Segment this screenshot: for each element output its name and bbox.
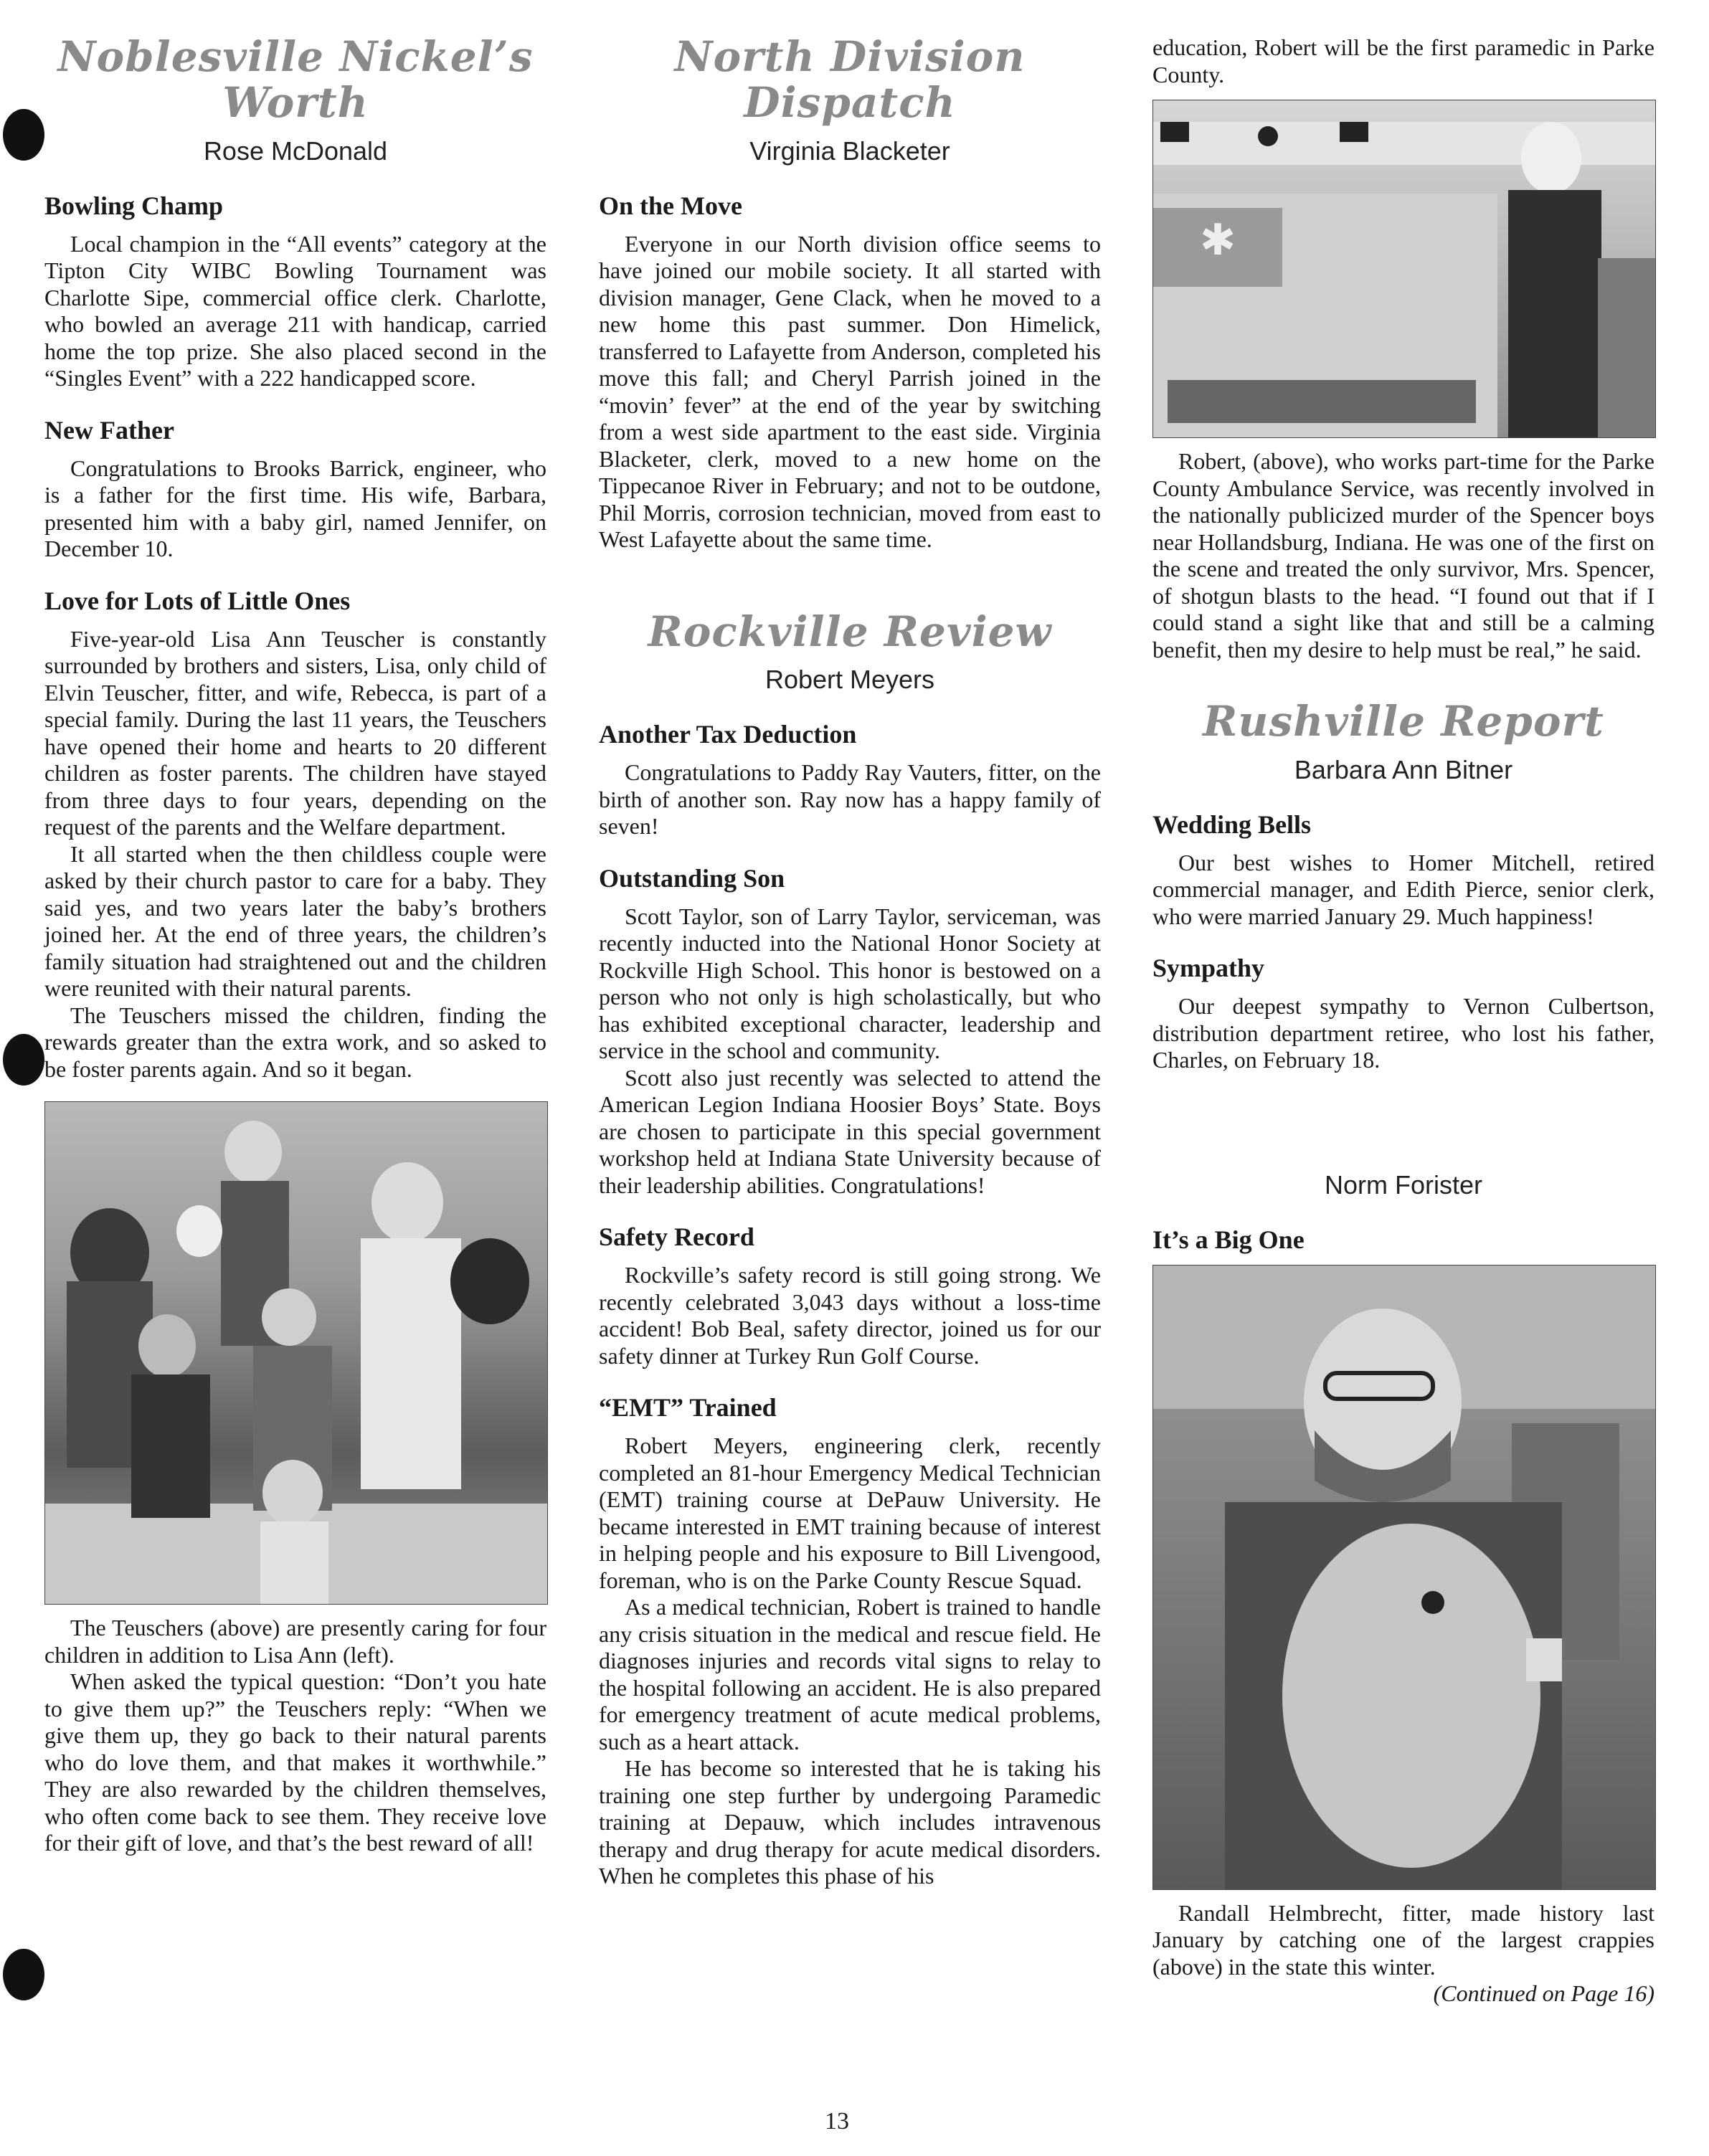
article-paragraph: Robert Meyers, engineering clerk, recently completed an 81-hour Emergency Medical Technician (EMT) training course at DePauw University. He became interested in EMT training because of interest in helping people and his exposure to Bill Livengood, foreman, who is on the Parke County Rescue Squad. [599, 1433, 1101, 1593]
article-paragraph: Five-year-old Lisa Ann Teuscher is constantly surrounded by brothers and sisters, Lisa, only child of Elvin Teuscher, fitter, and wife, Rebecca, is part of a special family. During the last 11 years, the Teuschers have opened their home and hearts to 20 different children as foster parents. The children have stayed from three days to four years, depending on the request of the parents and the Welfare department. [44, 625, 546, 840]
ambulance-photo [1152, 100, 1656, 438]
article-paragraph: Congratulations to Paddy Ray Vauters, fitter, on the birth of another son. Ray now has a happy family of seven! [599, 759, 1101, 840]
page-number: 13 [825, 2108, 849, 2134]
article-paragraph: The Teuschers missed the children, finding the rewards greater than the extra work, and so asked to be foster parents again. And so it began. [44, 1002, 546, 1082]
article-heading: Safety Record [599, 1222, 754, 1252]
column-north-division [599, 0, 1101, 1890]
byline: Barbara Ann Bitner [1294, 754, 1513, 784]
binder-hole-middle [3, 1034, 44, 1086]
article-heading: Wedding Bells [1152, 809, 1312, 839]
article-heading: Another Tax Deduction [599, 720, 857, 749]
article-heading: Love for Lots of Little Ones [44, 586, 351, 615]
photo-caption: Randall Helmbrecht, fitter, made history last January by catching one of the largest crappies (above) in the state this winter. [1152, 1899, 1654, 1980]
byline: Norm Forister [1324, 1169, 1482, 1200]
column-noblesville [44, 0, 546, 1857]
article-paragraph: Our deepest sympathy to Vernon Culbertson, distribution department retiree, who lost his father, Charles, on February 18. [1152, 993, 1654, 1073]
ambulance-illustration [1153, 100, 1655, 437]
article-paragraph: When asked the typical question: “Don’t you hate to give them up?” the Teuschers reply: “When we give them up, they go back to their natural parents who do love them, and that makes it worthwhile.” They are also rewarded by the children themselves, who often come back to see them. They receive love for their gift of love, and that’s the best reward of all! [44, 1668, 546, 1856]
article-heading: Bowling Champ [44, 191, 224, 220]
article-paragraph: Scott Taylor, son of Larry Taylor, serviceman, was recently inducted into the National Honor Society at Rockville High School. This honor is bestowed on a person who not only is high scholastically, but who has exhibited exceptional character, leadership and service in the school and community. [599, 903, 1101, 1064]
article-paragraph-continued: education, Robert will be the first paramedic in Parke County. [1152, 34, 1654, 87]
article-paragraph: Congratulations to Brooks Barrick, engineer, who is a father for the first time. His wife, Barbara, presented him with a baby girl, named Jennifer, on December 10. [44, 455, 546, 562]
section-title: Rushville Report [1203, 697, 1604, 746]
teuscher-family-photo [44, 1101, 548, 1605]
article-heading: It’s a Big One [1152, 1225, 1305, 1254]
svg-text:✱: ✱ [1199, 215, 1236, 265]
article-paragraph: Our best wishes to Homer Mitchell, retired commercial manager, and Edith Pierce, senior clerk, who were married January 29. Much happiness! [1152, 849, 1654, 929]
photo-caption: Robert, (above), who works part-time for the Parke County Ambulance Service, was recently involved in the nationally publicized murder of the Spencer boys near Hollandsburg, Indiana. He was one of the first on the scene and treated the only survivor, Mrs. Spencer, of shotgun blasts to the head. “I found out that if I could stand a sight like that and still be a calming benefit, then my desire to help must be real,” he said. [1152, 448, 1654, 663]
section-title: Rockville Review [648, 607, 1052, 656]
article-paragraph: As a medical technician, Robert is trained to handle any crisis situation in the medical and rescue field. He diagnoses injuries and records vital signs to relay to the hospital following an accident. He is also prepared for emergency treatment of acute medical problems, such as a heart attack. [599, 1594, 1101, 1754]
article-paragraph: Scott also just recently was selected to attend the American Legion Indiana Hoosier Boys’ State. Boys are chosen to participate in this special government workshop held at Indiana State University because of their leadership abilities. Congratulations! [599, 1064, 1101, 1198]
article-heading: Outstanding Son [599, 863, 785, 893]
family-group-illustration [45, 1102, 547, 1604]
article-paragraph: He has become so interested that he is taking his training one step further by undergoing Paramedic training at Depauw, which includes intravenous therapy and drug therapy for acute medical disorders. When he completes this phase of his [599, 1755, 1101, 1889]
byline: Robert Meyers [764, 665, 935, 695]
article-paragraph: Rockville’s safety record is still going strong. We recently celebrated 3,043 days without a loss-time accident! Bob Beal, safety director, joined us for our safety dinner at Turkey Run Golf Course. [599, 1262, 1101, 1369]
fisherman-photo [1152, 1265, 1656, 1890]
column-rockville-continued [1152, 0, 1654, 2007]
binder-hole-bottom [3, 1949, 44, 2000]
article-paragraph: Everyone in our North division office seems to have joined our mobile society. It all started with division manager, Gene Clack, when he moved to a new home this past summer. Don Himelick, transferred to Lafayette from Anderson, completed his move this fall; and Cheryl Parrish joined in the “movin’ fever” at the end of the year by switching from a west side apartment to the east side. Virginia Blacketer, clerk, moved to a new home on the Tippecanoe River in February; and not to be outdone, Phil Morris, corrosion technician, moved from east to West Lafayette about the same time. [599, 230, 1101, 553]
section-title: Noblesville Nickel’s Worth [57, 32, 534, 127]
article-heading: Sympathy [1152, 954, 1265, 983]
fisherman-illustration [1153, 1265, 1655, 1889]
article-paragraph: It all started when the then childless couple were asked by their church pastor to care for a baby. They said yes, and two years later the baby’s brothers joined her. At the end of three years, the children’s family situation had straightened out and the children were reunited with their natural parents. [44, 840, 546, 1002]
byline: Virginia Blacketer [749, 136, 950, 166]
article-paragraph: Local champion in the “All events” category at the Tipton City WIBC Bowling Tournament was Charlotte Sipe, commercial office clerk. Charlotte, who bowled an average 211 with handicap, carried home the top prize. She also placed second in the “Singles Event” with a 222 handicapped score. [44, 230, 546, 391]
article-heading: New Father [44, 415, 174, 445]
photo-caption: The Teuschers (above) are presently caring for four children in addition to Lisa Ann (left). [44, 1615, 546, 1668]
section-title: North Division Dispatch [674, 32, 1026, 127]
byline: Rose McDonald [203, 136, 388, 166]
article-heading: On the Move [599, 191, 742, 220]
binder-hole-top [3, 109, 44, 161]
continued-note: (Continued on Page 16) [1433, 1980, 1654, 2007]
article-heading: “EMT” Trained [599, 1393, 777, 1423]
